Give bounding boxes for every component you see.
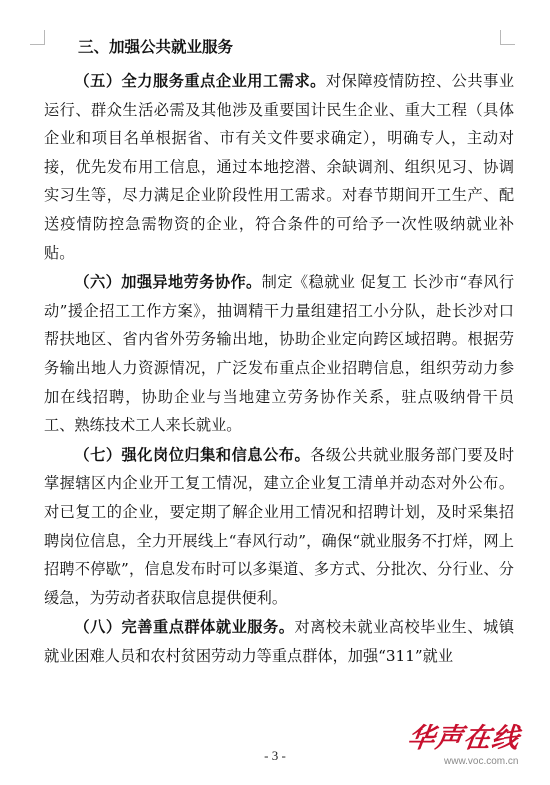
paragraph-8 <box>44 613 514 670</box>
watermark-logo-text: 华声在线 <box>405 723 522 754</box>
paragraph-5 <box>44 67 514 267</box>
page-number: - 3 - <box>264 748 286 763</box>
paragraph-5-heading: （五）全力服务重点企业用工需求。 <box>74 72 326 90</box>
paragraph-7 <box>44 441 514 613</box>
section-title: 三、加强公共就业服务 <box>78 38 234 56</box>
watermark-logo <box>405 716 538 778</box>
paragraph-7-heading: （七）强化岗位归集和信息公布。 <box>74 445 311 464</box>
paragraph-8-heading: （八）完善重点群体就业服务。 <box>74 618 295 637</box>
watermark-url: www.voc.com.cn <box>444 756 519 767</box>
paragraph-6 <box>44 268 514 440</box>
paragraph-5-body: 对保障疫情防控、公共事业运行、群众生活必需及其他涉及重要国计民生企业、重大工程（具体企业和项目名单根据省、市有关文件要求确定），明确专人，主动对接，优先发布用工信息，通过本地挖潜、余缺调剂、组织见习、协调实习生等，尽力满足企业阶段性用工需求。对春节期间开工生产、配送疫情防控急需物资的企业，符合条件的可给予一次性吸纳就业补贴。 <box>44 72 515 262</box>
paragraph-6-heading: （六）加强异地劳务协作。 <box>74 273 262 292</box>
document-page <box>44 34 514 671</box>
paragraph-8-body: 对离校未就业高校毕业生、城镇就业困难人员和农村贫困劳动力等重点群体，加强“311”就业 <box>44 618 515 665</box>
paragraph-6-body: 制定《稳就业 促复工 长沙市“春风行动”援企招工工作方案》，抽调精干力量组建招工小分队，赴长沙对口帮扶地区、省内省外劳务输出地，协助企业定向跨区域招聘。根据劳务输出地人力资源情况，广泛发布重点企业招聘信息，组织劳动力参加在线招聘，协助企业与当地建立劳务协作关系，驻点吸纳骨干员工、熟练技术工人来长就业。 <box>44 273 515 435</box>
crop-mark-top-left <box>30 30 45 45</box>
paragraph-7-body: 各级公共就业服务部门要及时掌握辖区内企业开工复工情况，建立企业复工清单并动态对外公布。对已复工的企业，要定期了解企业用工情况和招聘计划，及时采集招聘岗位信息，全力开展线上“春风行动”，确保“就业服务不打烊，网上招聘不停歇”，信息发布时可以多渠道、多方式、分批次、分行业、分缓急，为劳动者获取信息提供便利。 <box>44 445 515 607</box>
